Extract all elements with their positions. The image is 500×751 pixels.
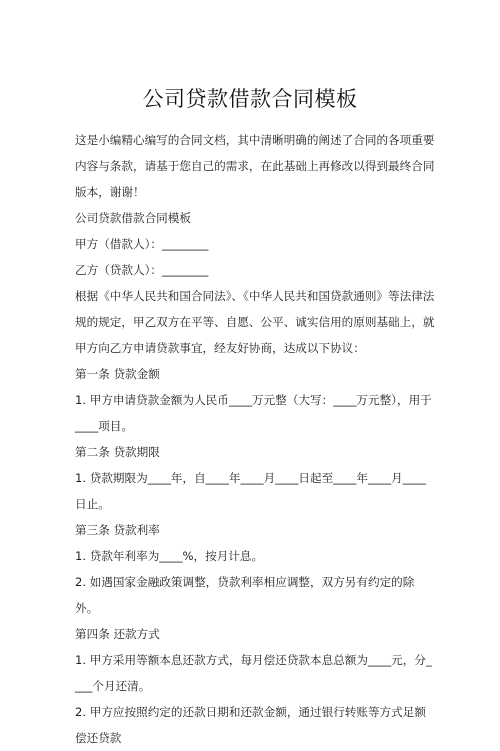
- intro-paragraph: 这是小编精心编写的合同文档，其中清晰明确的阐述了合同的各项重要内容与条款，请基于您自己的需求，在此基础上再修改以得到最终合同版本，谢谢！: [75, 133, 435, 199]
- article-1-clause-1: 1. 甲方申请贷款金额为人民币____万元整（大写：____万元整），用于____项目。: [75, 393, 432, 433]
- document-body: [75, 127, 437, 751]
- article-2-clause-1: 1. 贷款期限为____年，自____年____月____日起至____年____月____日止。: [75, 471, 426, 511]
- party-b-line: 乙方（贷款人）：________: [75, 263, 209, 277]
- article-3-clause-2: 2. 如遇国家金融政策调整，贷款利率相应调整，双方另有约定的除外。: [75, 575, 415, 615]
- article-4-clause-1: 1. 甲方采用等额本息还款方式，每月偿还贷款本息总额为____元，分____个月还清。: [75, 653, 432, 693]
- article-2-heading: 第二条 贷款期限: [75, 445, 160, 459]
- contract-name-line: 公司贷款借款合同模板: [75, 211, 191, 225]
- article-4-heading: 第四条 还款方式: [75, 627, 160, 641]
- article-4-clause-2: 2. 甲方应按照约定的还款日期和还款金额，通过银行转账等方式足额偿还贷款: [75, 705, 426, 745]
- article-1-heading: 第一条 贷款金额: [75, 367, 160, 381]
- document-title: 公司贷款借款合同模板: [142, 87, 358, 111]
- article-3-clause-1: 1. 贷款年利率为____%，按月计息。: [75, 549, 264, 563]
- preamble-paragraph: 根据《中华人民共和国合同法》、《中华人民共和国贷款通则》等法律法规的规定，甲乙双方在平等、自愿、公平、诚实信用的原则基础上，就甲方向乙方申请贷款事宜，经友好协商，达成以下协议：: [75, 289, 435, 355]
- article-3-heading: 第三条 贷款利率: [75, 523, 160, 537]
- party-a-line: 甲方（借款人）：________: [75, 237, 209, 251]
